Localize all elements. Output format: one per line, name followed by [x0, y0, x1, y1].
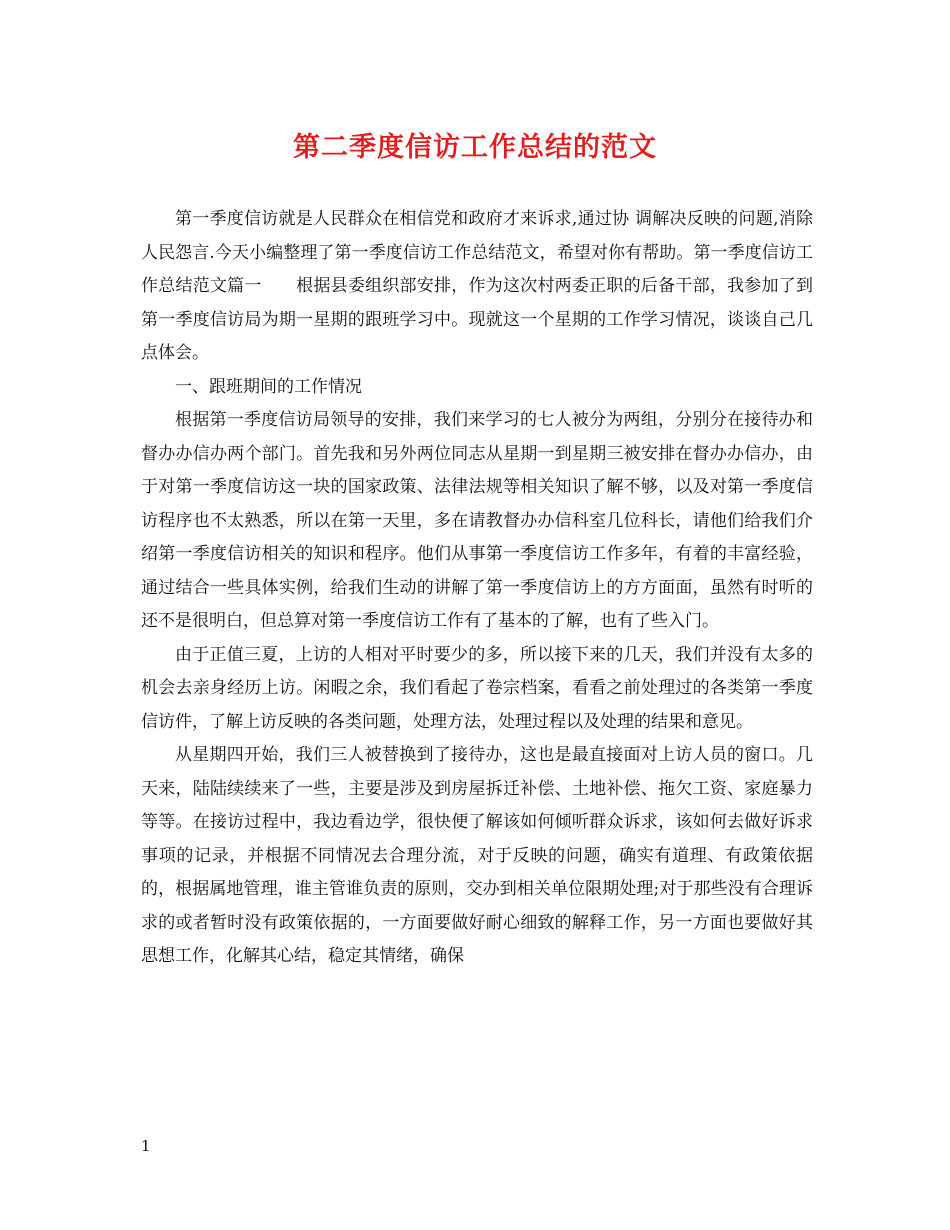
page-number: 1 [141, 1137, 151, 1155]
paragraph-summer-period: 由于正值三夏，上访的人相对平时要少的多，所以接下来的几天，我们并没有太多的机会去亲身经历上访。闲暇之余，我们看起了卷宗档案，看看之前处理过的各类第一季度信访件，了解上访反映的各类问题，处理方法，处理过程以及处理的结果和意见。 [141, 644, 813, 732]
document-body [141, 203, 813, 974]
paragraph-work-situation: 根据第一季度信访局领导的安排，我们来学习的七人被分为两组，分别分在接待办和督办办信办两个部门。首先我和另外两位同志从星期一到星期三被安排在督办办信办，由于对第一季度信访这一块的国家政策、法律法规等相关知识了解不够，以及对第一季度信访程序也不太熟悉，所以在第一天里，多在请教督办办信科室几位科长，请他们给我们介绍第一季度信访相关的知识和程序。他们从事第一季度信访工作多年，有着的丰富经验，通过结合一些具体实例，给我们生动的讲解了第一季度信访上的方方面面，虽然有时听的还不是很明白，但总算对第一季度信访工作有了基本的了解，也有了些入门。 [141, 410, 813, 631]
paragraph-intro: 第一季度信访就是人民群众在相信党和政府才来诉求,通过协 调解决反映的问题,消除人民怨言.今天小编整理了第一季度信访工作总结范文，希望对你有帮助。第一季度信访工作总结范文篇一 根据县委组织部安排，作为这次村两委正职的后备干部，我参加了到第一季度信访局为期一星期的跟班学习中。现就这一个星期的工作学习情况，谈谈自己几点体会。 [141, 209, 813, 363]
document-title: 第二季度信访工作总结的范文 [293, 132, 657, 163]
paragraph-reception-office: 从星期四开始，我们三人被替换到了接待办，这也是最直接面对上访人员的窗口。几天来，陆陆续续来了一些，主要是涉及到房屋拆迁补偿、土地补偿、拖欠工资、家庭暴力等等。在接访过程中，我边看边学，很快便了解该如何倾听群众诉求，该如何去做好诉求事项的记录，并根据不同情况去合理分流，对于反映的问题，确实有道理、有政策依据的，根据属地管理，谁主管谁负责的原则，交办到相关单位限期处理;对于那些没有合理诉求的或者暂时没有政策依据的，一方面要做好耐心细致的解释工作，另一方面也要做好其思想工作，化解其心结，稳定其情绪，确保 [141, 745, 813, 966]
paragraph-section-heading: 一、跟班期间的工作情况 [175, 376, 362, 397]
